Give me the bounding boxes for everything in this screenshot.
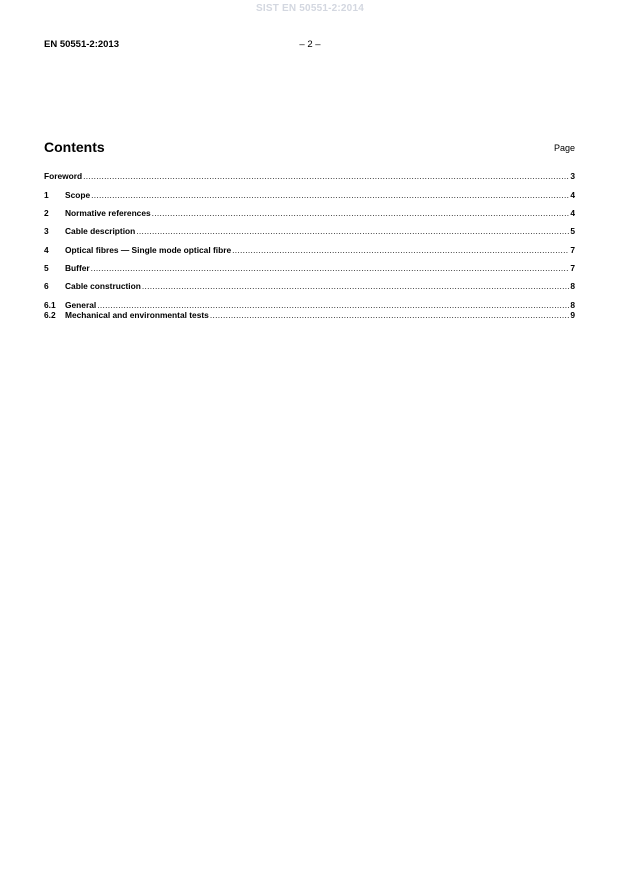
toc-entry-number: 4: [44, 245, 49, 255]
toc-entry-buffer[interactable]: [44, 263, 575, 274]
toc-entry-page: 4: [570, 208, 575, 218]
toc-entry-number: 5: [44, 263, 49, 273]
toc-entry-page: 5: [570, 226, 575, 236]
toc-entry-number: 6.2: [44, 310, 56, 320]
toc-entry-scope[interactable]: [44, 190, 575, 201]
toc-entry-number: 2: [44, 208, 49, 218]
toc-entry-page: 8: [570, 281, 575, 291]
toc-entry-cable-construction[interactable]: [44, 281, 575, 292]
toc-leader-dots: [152, 208, 570, 219]
toc-entry-page: 4: [570, 190, 575, 200]
toc-leader-dots: [210, 310, 570, 321]
page-column-label: Page: [553, 143, 575, 153]
toc-entry-title: Buffer: [65, 263, 90, 273]
toc-leader-dots: [91, 190, 569, 201]
toc-entry-mechanical-environmental-tests[interactable]: [44, 310, 575, 321]
toc-entry-title: General: [65, 300, 97, 310]
document-id: EN 50551-2:2013: [44, 39, 119, 50]
toc-entry-number: 3: [44, 226, 49, 236]
toc-entry-number: 1: [44, 190, 49, 200]
toc-entry-optical-fibres[interactable]: [44, 245, 575, 256]
toc-leader-dots: [91, 263, 570, 274]
toc-leader-dots: [232, 245, 569, 256]
toc-entry-normative-references[interactable]: [44, 208, 575, 219]
toc-entry-page: 7: [570, 263, 575, 273]
toc-entry-title: Cable description: [65, 226, 136, 236]
toc-entry-title: Normative references: [65, 208, 151, 218]
toc-entry-page: 8: [570, 300, 575, 310]
toc-entry-number: 6.1: [44, 300, 56, 310]
toc-entry-title: Foreword: [44, 171, 83, 181]
contents-heading: Contents: [44, 139, 105, 155]
toc-entry-title: Mechanical and environmental tests: [65, 310, 209, 320]
toc-entry-page: 9: [570, 310, 575, 320]
toc-entry-page: 3: [570, 171, 575, 181]
toc-leader-dots: [136, 226, 569, 237]
toc-entry-title: Scope: [65, 190, 91, 200]
toc-leader-dots: [83, 171, 569, 182]
toc-entry-title: Cable construction: [65, 281, 141, 291]
page-number: – 2 –: [299, 39, 321, 50]
toc-entry-cable-description[interactable]: [44, 226, 575, 237]
watermark: SIST EN 50551-2:2014: [256, 3, 364, 14]
toc-leader-dots: [142, 281, 569, 292]
toc-entry-foreword[interactable]: [44, 171, 575, 182]
toc-entry-number: 6: [44, 281, 49, 291]
toc-entry-page: 7: [570, 245, 575, 255]
toc-entry-title: Optical fibres — Single mode optical fibre: [65, 245, 232, 255]
